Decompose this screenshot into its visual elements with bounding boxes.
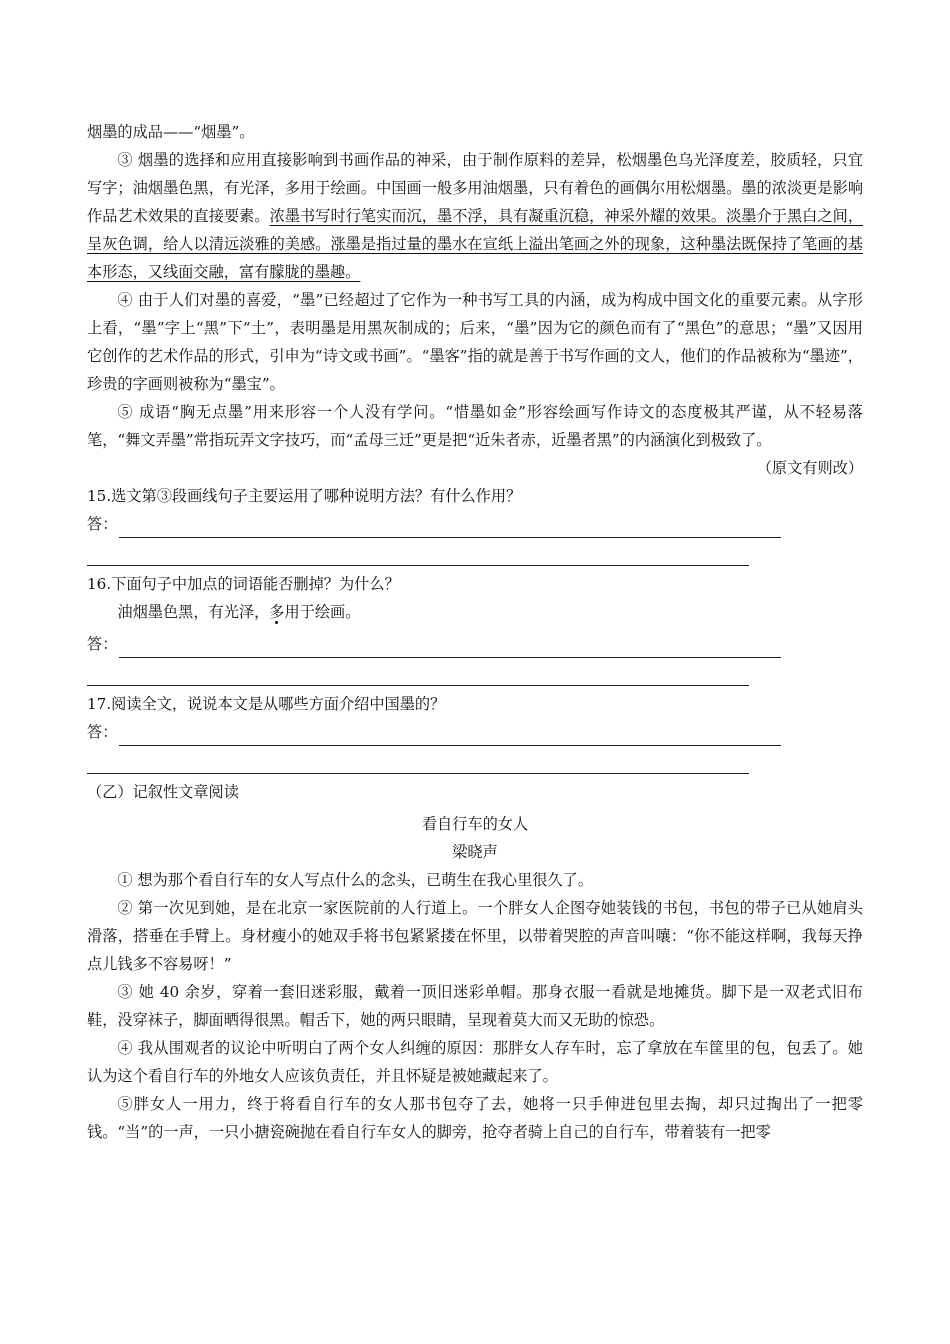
paragraph-3-underlined-sentences: 浓墨书写时行笔实而沉，墨不浮，具有凝重沉稳，神采外耀的效果。淡墨介于黑白之间，呈灰色调，给人以清远淡雅的美感。涨墨是指过量的墨水在宣纸上溢出笔画之外的现象，这种墨法既保持了笔画的基本形态，又线面交融，富有朦胧的墨趣。 — [87, 207, 864, 281]
section-heading: （乙）记叙性文章阅读 — [87, 783, 239, 801]
article-author: 梁晓声 — [452, 843, 498, 861]
answer-label: 答： — [87, 515, 118, 533]
paragraph-3-text: ③ 烟墨的选择和应用直接影响到书画作品的神采，由于制作原料的差异，松烟墨色乌光泽度差，胶质轻，只宜写字；油烟墨色黑，有光泽，多用于绘画。中国画一般多用油烟墨，只有着色的画偶尔用松烟墨。墨的浓淡更是影响作品艺术效果的直接要素。 — [87, 151, 863, 225]
question-16: 16.下面句子中加点的词语能否删掉？为什么？ — [87, 575, 400, 593]
passage-b-paragraph-1: ① 想为那个看自行车的女人写点什么的念头，已萌生在我心里很久了。 — [117, 871, 594, 889]
answer-16-line-1[interactable] — [87, 630, 863, 658]
passage-b-paragraph-5: ⑤胖女人一用力，终于将看自行车的女人那书包夺了去，她将一只手伸进包里去掏，却只过掏出了一把零钱。“当”的一声，一只小搪瓷碗抛在看自行车女人的脚旁，抢夺者骑上自己的自行车，带着装有一把零 — [87, 1095, 863, 1141]
page — [87, 118, 863, 1146]
answer-16-line-2[interactable] — [87, 658, 863, 690]
passage-a-paragraph-3 — [87, 146, 863, 286]
passage-a-line0: 烟墨的成品——“烟墨”。 — [87, 123, 255, 141]
answer-label: 答： — [87, 635, 118, 653]
passage-b-paragraph-3: ③ 她 40 余岁，穿着一套旧迷彩服，戴着一顶旧迷彩单帽。那身衣服一看就是地摊货。脚下是一双老式旧布鞋，没穿袜子，脚面晒得很黑。帽舌下，她的两只眼睛，呈现着莫大而又无助的惊恐。 — [87, 983, 863, 1029]
answer-rule — [119, 517, 781, 538]
answer-17-line-2[interactable] — [87, 746, 863, 778]
answer-label: 答： — [87, 723, 118, 741]
question-17: 17.阅读全文，说说本文是从哪些方面介绍中国墨的？ — [87, 695, 446, 713]
answer-rule — [87, 565, 749, 566]
source-note: （原文有则改） — [756, 459, 863, 477]
answer-15-line-2[interactable] — [87, 538, 863, 570]
passage-a-paragraph-5: ⑤ 成语“胸无点墨”用来形容一个人没有学问。“惜墨如金”形容绘画写作诗文的态度极其严谨，从不轻易落笔，“舞文弄墨”常指玩弄文字技巧，而“孟母三迁”更是把“近朱者赤，近墨者黑”的内涵演化到极致了。 — [87, 403, 863, 449]
passage-a-paragraph-4: ④ 由于人们对墨的喜爱，“墨”已经超过了它作为一种书写工具的内涵，成为构成中国文化的重要元素。从字形上看，“墨”字上“黑”下“土”，表明墨是用黑灰制成的；后来，“墨”因为它的颜色而有了“黑色”的意思；“墨”又因用它创作的艺术作品的形式，引申为“诗文或书画”。“墨客”指的就是善于书写作画的文人，他们的作品被称为“墨迹”，珍贵的字画则被称为“墨宝”。 — [87, 291, 863, 393]
answer-15-line-1[interactable] — [87, 510, 863, 538]
dotted-word: 多 — [269, 603, 285, 621]
passage-b-paragraph-2: ② 第一次见到她，是在北京一家医院前的人行道上。一个胖女人企图夺她装钱的书包，书包的带子已从她肩头滑落，搭垂在手臂上。身材瘦小的她双手将书包紧紧搂在怀里，以带着哭腔的声音叫嚷：“你不能这样啊，我每天挣点儿钱多不容易呀！” — [87, 899, 863, 973]
answer-rule — [87, 773, 749, 774]
answer-rule — [87, 685, 749, 686]
answer-17-line-1[interactable] — [87, 718, 863, 746]
question-16-sentence — [87, 598, 863, 626]
sentence-pre: 油烟墨色黑，有光泽， — [117, 603, 270, 621]
question-15: 15.选文第③段画线句子主要运用了哪种说明方法？有什么作用？ — [87, 487, 522, 505]
answer-rule — [119, 637, 781, 658]
article-title: 看自行车的女人 — [421, 815, 529, 833]
answer-rule — [119, 725, 781, 746]
passage-b-paragraph-4: ④ 我从围观者的议论中听明白了两个女人纠缠的原因：那胖女人存车时，忘了拿放在车筐里的包，包丢了。她认为这个看自行车的外地女人应该负责任，并且怀疑是被她藏起来了。 — [87, 1039, 863, 1085]
sentence-post: 用于绘画。 — [284, 603, 361, 621]
